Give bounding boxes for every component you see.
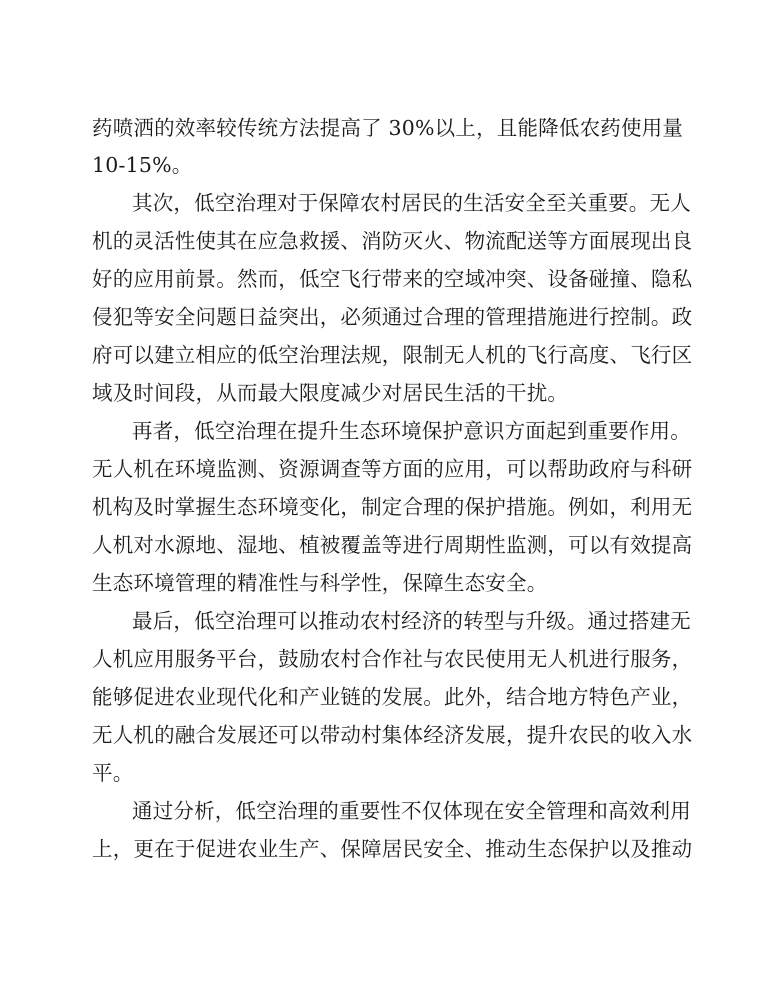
text-line: 机构及时掌握生态环境变化，制定合理的保护措施。例如，利用无 [92, 495, 693, 519]
paragraph-start-line: 通过分析，低空治理的重要性不仅体现在安全管理和高效利用 [132, 799, 691, 823]
text-line: 能够促进农业现代化和产业链的发展。此外，结合地方特色产业， [92, 685, 693, 709]
paragraph-start-line: 最后，低空治理可以推动农村经济的转型与升级。通过搭建无 [132, 609, 691, 633]
text-line: 无人机在环境监测、资源调查等方面的应用，可以帮助政府与科研 [92, 457, 693, 481]
text-line: 平。 [92, 761, 134, 785]
paragraph-start-line: 再者，低空治理在提升生态环境保护意识方面起到重要作用。 [132, 419, 691, 443]
text-line: 人机应用服务平台，鼓励农村合作社与农民使用无人机进行服务， [92, 647, 693, 671]
text-line: 生态环境管理的精准性与科学性，保障生态安全。 [92, 571, 548, 595]
text-line: 好的应用前景。然而，低空飞行带来的空域冲突、设备碰撞、隐私 [92, 267, 693, 291]
text-line: 域及时间段，从而最大限度减少对居民生活的干扰。 [92, 381, 569, 405]
paragraph-start-line: 其次，低空治理对于保障农村居民的生活安全至关重要。无人 [132, 191, 691, 215]
text-line: 药喷洒的效率较传统方法提高了 30%以上，且能降低农药使用量 [92, 116, 684, 140]
text-line: 10-15%。 [92, 153, 193, 177]
text-line: 无人机的融合发展还可以带动村集体经济发展，提升农民的收入水 [92, 723, 693, 747]
text-line: 府可以建立相应的低空治理法规，限制无人机的飞行高度、飞行区 [92, 343, 693, 367]
text-line: 人机对水源地、湿地、植被覆盖等进行周期性监测，可以有效提高 [92, 533, 693, 557]
text-line: 上，更在于促进农业生产、保障居民安全、推动生态保护以及推动 [92, 837, 693, 861]
text-line: 侵犯等安全问题日益突出，必须通过合理的管理措施进行控制。政 [92, 305, 693, 329]
text-line: 机的灵活性使其在应急救援、消防灭火、物流配送等方面展现出良 [92, 229, 693, 253]
